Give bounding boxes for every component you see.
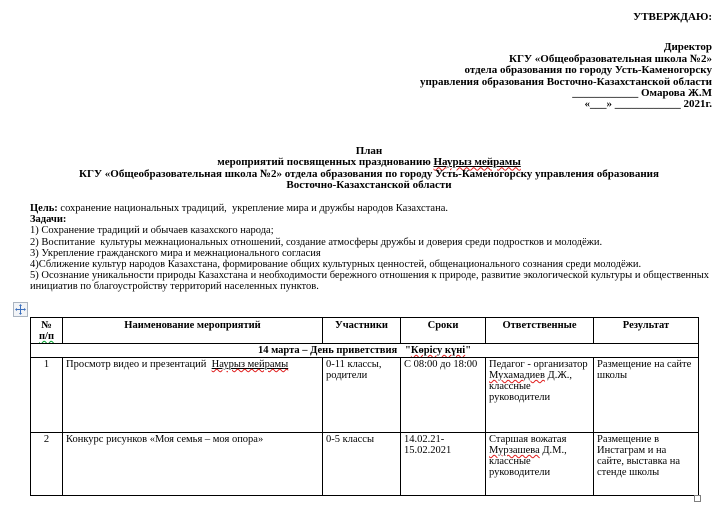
cell-result: Размещение на сайте школы — [594, 358, 699, 433]
tasks-label: Задачи: — [30, 214, 67, 226]
move-arrows-icon — [15, 304, 26, 315]
header-dates: Сроки — [401, 318, 486, 344]
title-line-2-text: мероприятий посвященных празднованию — [217, 156, 434, 169]
approval-date-line: «___» ____________ 2021г. — [584, 98, 712, 111]
title-line-1: План — [355, 145, 383, 157]
approval-line: КГУ «Общеобразовательная школа №2» — [508, 52, 712, 65]
goal-text: сохранение национальных традиций, укрепление мира и дружбы народов Казахстана. — [57, 203, 448, 214]
spellchecked-word: Мурзашева — [489, 445, 540, 456]
task-item: 2) Воспитание культуры межнациональных отношений, создание атмосферы дружбы и доверия среди подростков и молодёжи. — [30, 236, 603, 248]
goal-paragraph — [30, 203, 710, 214]
cell-responsible: Старшая вожатая Мурзашева Д.М., классные руководители — [486, 433, 594, 496]
cell-activity: Конкурс рисунков «Моя семья – моя опора» — [63, 433, 323, 496]
cell-num: 1 — [31, 358, 63, 433]
cell-dates: 14.02.21-15.02.2021 — [401, 433, 486, 496]
cell-participants: 0-5 классы — [323, 433, 401, 496]
underlined-phrase — [434, 156, 521, 168]
cell-num: 2 — [31, 433, 63, 496]
header-num: № п/п — [31, 318, 63, 344]
table-resize-handle[interactable] — [694, 495, 701, 502]
approval-block — [300, 12, 712, 111]
body-text — [30, 203, 710, 293]
header-result: Результат — [594, 318, 699, 344]
spellchecked-word: Көрісу күні — [410, 345, 466, 356]
cell-dates: С 08:00 до 18:00 — [401, 358, 486, 433]
header-responsible: Ответственные — [486, 318, 594, 344]
goal-label: Цель: — [30, 203, 58, 214]
cell-participants: 0-11 классы, родители — [323, 358, 401, 433]
spellchecked-word: Наурыз мейрамы — [211, 359, 289, 370]
header-activity: Наименование мероприятий — [63, 318, 323, 344]
grammar-checked-word: п/п — [38, 331, 55, 342]
approval-line: отдела образования по городу Усть-Каменогорску — [464, 64, 712, 77]
table-header-row — [31, 318, 699, 344]
spellchecked-word: Наурыз мейрамы — [433, 156, 521, 169]
table-row — [31, 433, 699, 496]
table-move-handle[interactable] — [13, 302, 28, 317]
cell-activity: Просмотр видео и презентаций Наурыз мейрамы — [63, 358, 323, 433]
section-title: 14 марта – День приветствия "Көрісу күні" — [31, 344, 699, 358]
underlined-phrase — [212, 359, 289, 370]
header-participants: Участники — [323, 318, 401, 344]
cell-responsible: Педагог - организатор Мухамадиев Д.Ж., классные руководители — [486, 358, 594, 433]
title-line-3: КГУ «Общеобразовательная школа №2» отдела образования по городу Усть-Каменогорску управления образования — [79, 167, 659, 180]
approval-title: УТВЕРЖДАЮ: — [633, 11, 712, 23]
approval-line: управления образования Восточно-Казахстанской области — [420, 75, 712, 88]
plan-table — [30, 317, 699, 496]
task-item: 3) Укрепление гражданского мира и межнационального согласия — [30, 247, 321, 259]
table-row — [31, 358, 699, 433]
approval-signature-line: ____________ Омарова Ж.М — [572, 87, 712, 100]
approval-line: Директор — [663, 41, 712, 54]
title-line-4: Восточно-Казахстанской области — [286, 179, 452, 192]
cell-result: Размещение в Инстаграм и на сайте, выставка на стенде школы — [594, 433, 699, 496]
task-item: 1) Сохранение традиций и обычаев казахского народа; — [30, 225, 274, 237]
spellchecked-word: Мухамадиев — [489, 370, 545, 381]
document-title — [28, 146, 710, 192]
task-item: 5) Осознание уникальности природы Казахстана и необходимости бережного отношения к природе, развитие экологической культуры и общественных инициатив по благоустройству территорий населенных пунктов. — [30, 270, 712, 293]
task-item: 4)Сближение культур народов Казахстана, формирование общих культурных ценностей, общенационального сознания среди молодёжи. — [30, 259, 642, 271]
table-section-row — [31, 344, 699, 358]
